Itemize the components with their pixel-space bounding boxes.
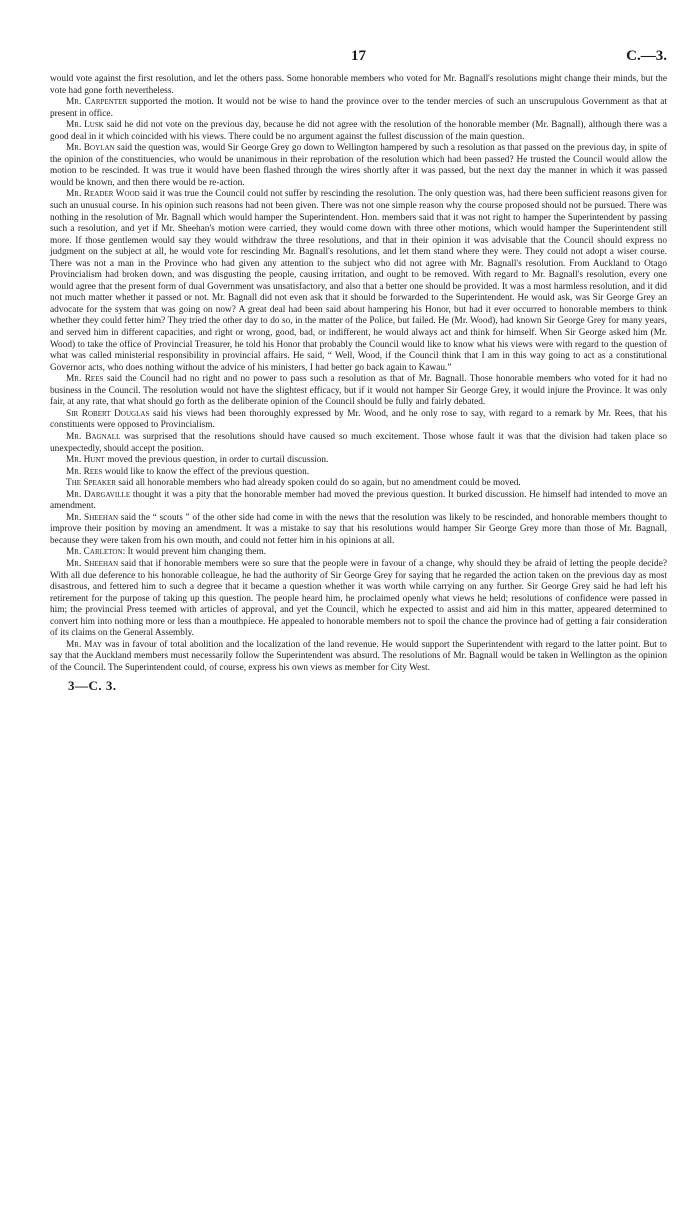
- paragraph: [50, 432, 667, 455]
- speaker-name: Mr. Hunt: [66, 455, 105, 466]
- paragraph-text: said the question was, would Sir George Grey go down to Wellington hampered by such a resolution as that passed on the previous day, in spite of the opinion of the constituencies, who would be unanimous in their reprobation of the resolution which had been passed? He trusted the Council would allow the motion to be rescinded. It was true it would have been flashed through the wires shortly after it was passed, but the next day the manner in which it was passed would be known, and then there would be re-action.: [50, 143, 667, 188]
- paragraph: [50, 143, 667, 189]
- paragraph-text: said that if honorable members were so sure that the people were in favour of a change, why should they be afraid of letting the people decide? With all due deference to his honorable colleague, he had the authority of Sir George Grey for saying that he regarded the action taken on the previous day as most disastrous, and fettered him to such a degree that it became a question whether it was worth while carrying on any further. Sir George Grey said he had left his retirement for the purpose of taking up this question. The people heard him, he proclaimed openly what views he held; resolutions of confidence were passed in him; the provincial Press teemed with articles of approval, and yet the Council, which he expected to assist and aid him in this matter, appeared determined to convert him into nothing more or less than a mouthpiece. He appealed to honorable members not to spoil the chance the province had of getting a fair consideration of its claims on the General Assembly.: [50, 558, 667, 639]
- body-text: [50, 74, 667, 674]
- paragraph: [50, 478, 667, 490]
- speaker-name: Sir Robert Douglas: [66, 408, 150, 419]
- speaker-name: Mr. Lusk: [66, 120, 104, 131]
- paragraph: [50, 455, 667, 467]
- paragraph: [50, 189, 667, 374]
- page-number: 17: [351, 48, 366, 64]
- paragraph-text: said his views had been thoroughly expressed by Mr. Wood, and he only rose to say, with regard to a remark by Mr. Rees, that his constituents were opposed to Provincialism.: [50, 408, 667, 431]
- speaker-name: Mr. Carleton: [66, 547, 123, 558]
- speaker-name: Mr. Bagnall: [66, 431, 121, 442]
- paragraph: [50, 490, 667, 513]
- speaker-name: Mr. Sheehan: [66, 512, 119, 523]
- paragraph-text: said all honorable members who had already spoken could do so again, but no amendment could be moved.: [115, 478, 521, 489]
- speaker-name: Mr. Rees: [66, 466, 103, 477]
- paragraph-text: said the Council had no right and no power to pass such a resolution as that of Mr. Bagnall. Those honorable members who voted for it had no business in the Council. The resolution would not have the slightest efficacy, but if it would not hamper Sir George Grey, it would injure the Province. It was only fair, at any rate, that what should go forth as the deliberate opinion of the Council should be fully and fairly debated.: [50, 374, 667, 408]
- paragraph: [50, 97, 667, 120]
- paragraph: [50, 374, 667, 409]
- document-code: C.—3.: [626, 48, 667, 64]
- speaker-name: Mr. Sheehan: [66, 558, 119, 569]
- paragraph: [50, 640, 667, 675]
- speaker-name: Mr. Boylan: [66, 143, 115, 154]
- speaker-name: The Speaker: [66, 478, 116, 489]
- paragraph-text: said the “ scouts ” of the other side had come in with the news that the resolution was likely to be rescinded, and honorable members thought to improve their position by moving an amendment. It was a mistake to say that his resolutions would hamper Sir George Grey more than those of Mr. Bagnall, because they were taken from his own mouth, and could not fetter him in his opinions at all.: [50, 512, 667, 546]
- speaker-name: Mr. Carpenter: [66, 97, 128, 108]
- paragraph: [50, 513, 667, 548]
- paragraph: [50, 409, 667, 432]
- speaker-name: Mr. May: [66, 639, 102, 650]
- page-header: [50, 48, 667, 74]
- paragraph-text: was surprised that the resolutions should have caused so much excitement. Those whose fault it was that the division had taken place so unexpectedly, should accept the position.: [50, 431, 667, 454]
- paragraph-text: : It would prevent him changing them.: [122, 547, 267, 558]
- speaker-name: Mr. Dargaville: [66, 489, 131, 500]
- speaker-name: Mr. Reader Wood: [66, 189, 140, 200]
- paragraph-text: moved the previous question, in order to curtail discussion.: [104, 455, 329, 466]
- paragraph: [50, 74, 667, 97]
- paragraph: [50, 120, 667, 143]
- paragraph: [50, 559, 667, 640]
- paragraph-text: said it was true the Council could not suffer by rescinding the resolution. The only question was, had there been sufficient reasons given for such an unusual course. In his opinion such reasons had not been given. There was not one simple reason why the course proposed should not be pursued. There was nothing in the resolution of Mr. Bagnall which would hamper the Superintendent. Hon. members said that it was not right to hamper the Superintendent by passing such a resolution, and yet if Mr. Sheehan's motion were carried, they would come down with three other motions, which would hamper the Superintendent still more. If those gentlemen would say they would withdraw the three resolutions, and that in their opinion it was advisable that the Council should express no judgment on the subject at all, he would vote for rescinding Mr. Bagnall's resolutions, and let them stand where they were. They could not adopt a wiser course. There was not a man in the Province who had given any attention to the subject who did not agree with Mr. Bagnall's resolution. From Auckland to Otago Provincialism had broken down, and was disgusting the people, causing irritation, and ought to be removed. With regard to Mr. Bagnall's resolution, every one would agree that the present form of dual Government was unsatisfactory, and also that a better one should be provided. It was a most harmless resolution, and it did not much matter whether it passed or not. Mr. Bagnall did not even ask that it should be forwarded to the Superintendent. He would ask, was Sir George Grey an advocate for the system that was going on now? A great deal had been said about hampering his Honor, but had it ever occurred to honorable members to think whether they could fetter him? They tried the other day to do so, in the matter of the Police, but failed. He (Mr. Wood), had known Sir George Grey for many years, and served him in different capacities, and right or wrong, good, bad, or indifferent, he would always act and think for himself. When Sir George asked him (Mr. Wood) to take the office of Provincial Treasurer, he told his Honor that probably the Council would like to know what his views were with regard to the question of what was called ministerial responsibility in provincial affairs. He said, “ Well, Wood, if the Council think that I am in this way going to act as a constitutional Governor acts, who does nothing without the advice of his ministers, I had better go back again to Kawau.”: [50, 189, 667, 373]
- paragraph: [50, 547, 667, 559]
- paragraph-text: said he did not vote on the previous day, because he did not agree with the resolution of the honorable member (Mr. Bagnall), although there was a good deal in it which coincided with his views. There could be no argument against the fullest discussion of the main question.: [50, 120, 667, 142]
- paragraph-text: supported the motion. It would not be wise to hand the province over to the tender mercies of such an unscrupulous Government as that at present in office.: [50, 97, 668, 119]
- paragraph-text: would like to know the effect of the previous question.: [102, 466, 310, 477]
- paragraph-text: would vote against the first resolution, and let the others pass. Some honorable members who voted for Mr. Bagnall's resolutions might change their minds, but the vote had gone forth nevertheless.: [50, 74, 667, 96]
- paragraph-text: was in favour of total abolition and the localization of the land revenue. He would support the Superintendent with regard to the latter point. But to say that the Auckland members must necessarily follow the Superintendent was absurd. The resolutions of Mr. Bagnall would be taken in Wellington as the opinion of the Council. The Superintendent could, of course, express his own views as member for City West.: [50, 639, 667, 673]
- document-page: [50, 48, 667, 694]
- paragraph-text: thought it was a pity that the honorable member had moved the previous question. It burked discussion. He himself had intended to move an amendment.: [50, 489, 667, 512]
- signature-mark: 3—C. 3.: [68, 678, 117, 694]
- speaker-name: Mr. Rees: [66, 374, 104, 385]
- paragraph: [50, 467, 667, 479]
